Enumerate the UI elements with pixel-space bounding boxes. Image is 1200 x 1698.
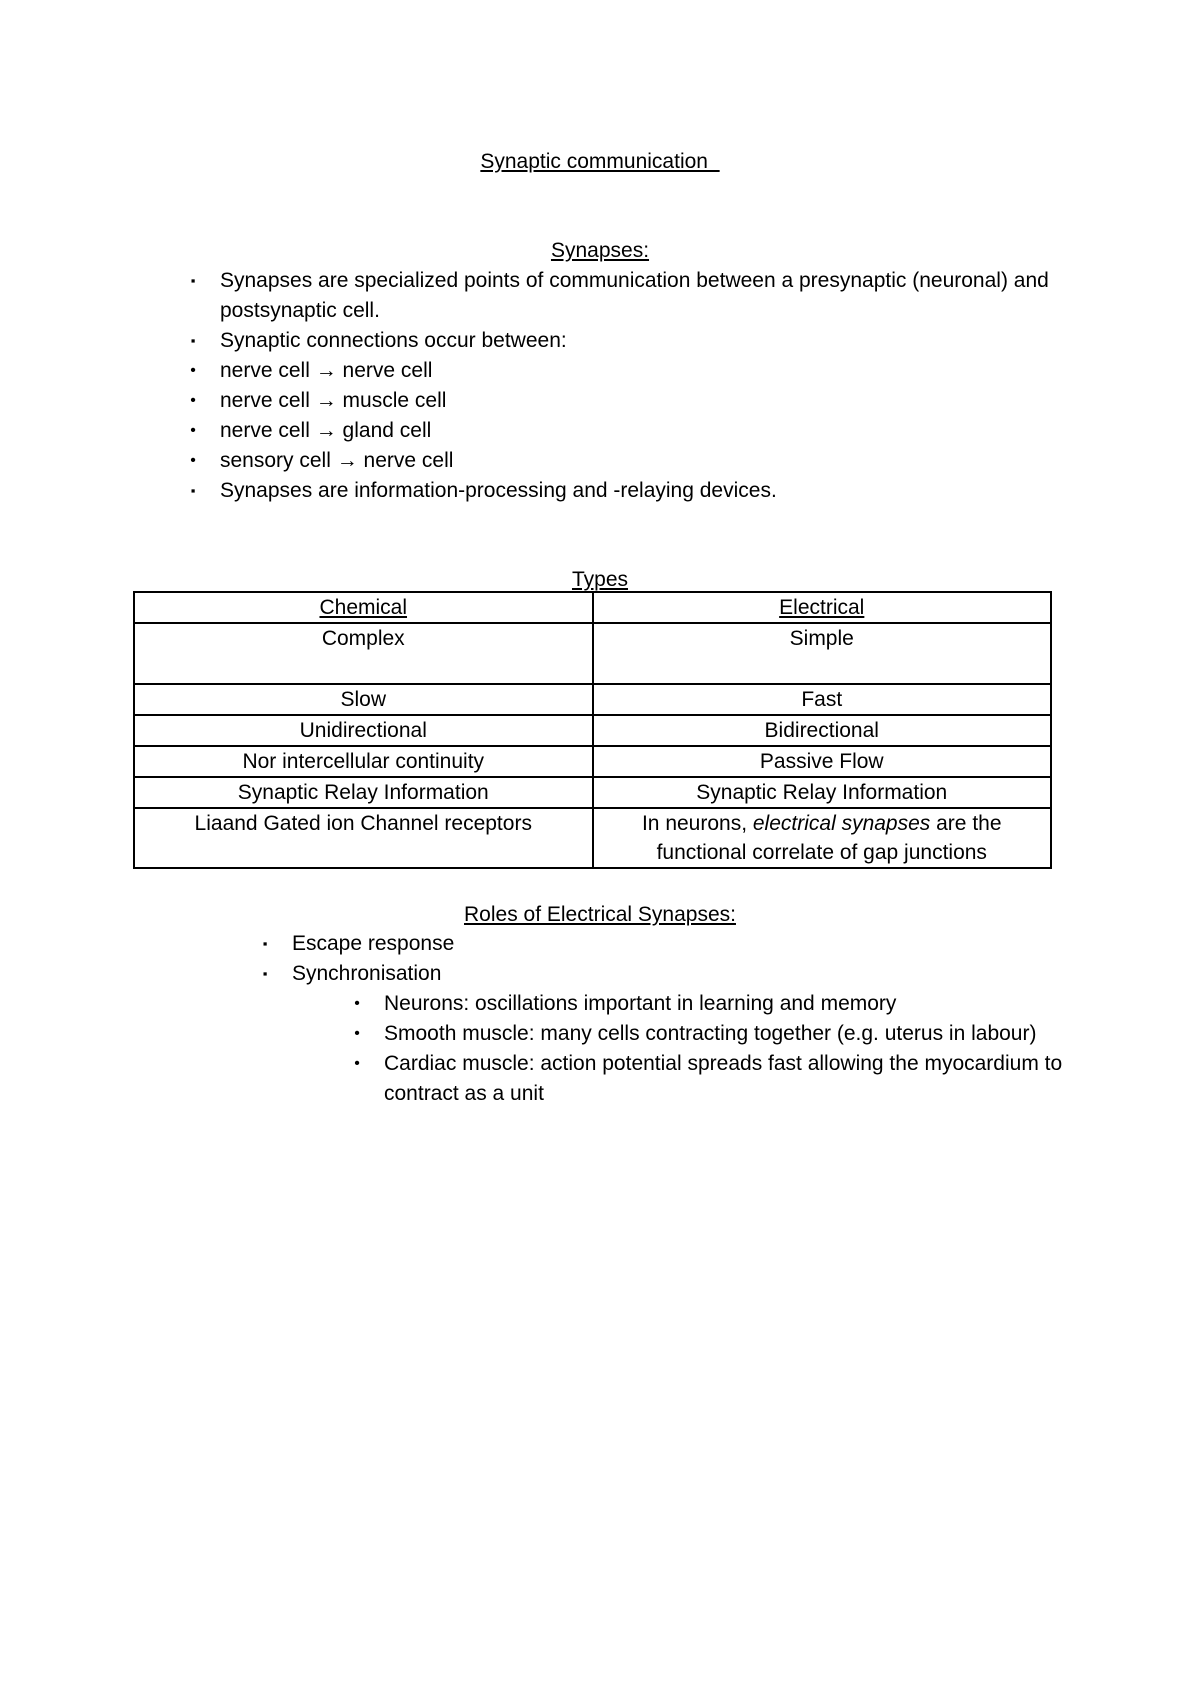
dot-bullet-icon: •: [354, 1055, 360, 1072]
table-row: [134, 623, 1051, 684]
list-item-text: Synapses are information-processing and -relaying devices.: [220, 479, 777, 502]
list-item: [183, 386, 1063, 416]
list-item-text: Neurons: oscillations important in learning and memory: [384, 992, 897, 1015]
list-item: [183, 356, 1063, 386]
cell-text-italic: electrical synapses: [752, 812, 931, 835]
table-row: [134, 684, 1051, 715]
dot-bullet-icon: •: [190, 362, 196, 379]
list-item-text: Escape response: [292, 932, 455, 955]
table-cell-electrical: Simple: [593, 623, 1052, 684]
list-item-text: nerve cell → muscle cell: [220, 389, 447, 412]
list-item: [183, 266, 1063, 326]
table-cell-chemical: Unidirectional: [134, 715, 593, 746]
list-item: [183, 416, 1063, 446]
square-bullet-icon: ▪: [262, 936, 268, 951]
dot-bullet-icon: •: [190, 452, 196, 469]
roles-heading: Roles of Electrical Synapses:: [464, 903, 736, 926]
list-item: [255, 929, 1075, 959]
table-cell-chemical: Complex: [134, 623, 593, 684]
table-cell-electrical: Synaptic Relay Information: [593, 777, 1052, 808]
list-item: [255, 959, 1075, 1109]
list-item-text: Synaptic connections occur between:: [220, 329, 567, 352]
table-cell-chemical: Synaptic Relay Information: [134, 777, 593, 808]
dot-bullet-icon: •: [190, 392, 196, 409]
table-cell-electrical: Fast: [593, 684, 1052, 715]
table-cell-chemical: Slow: [134, 684, 593, 715]
table-row: [134, 746, 1051, 777]
list-item-text: Synapses are specialized points of communication between a presynaptic (neuronal) and postsynaptic cell.: [220, 269, 1049, 322]
list-item: [183, 476, 1063, 506]
square-bullet-icon: ▪: [190, 273, 196, 288]
square-bullet-icon: ▪: [190, 333, 196, 348]
types-heading: Types: [571, 568, 629, 591]
table-cell-chemical: Nor intercellular continuity: [134, 746, 593, 777]
table-cell-electrical: Passive Flow: [593, 746, 1052, 777]
square-bullet-icon: ▪: [190, 483, 196, 498]
synchronisation-sublist: [347, 989, 1075, 1109]
list-item-text: nerve cell → nerve cell: [220, 359, 433, 382]
square-bullet-icon: ▪: [262, 966, 268, 981]
types-table: [133, 591, 1052, 869]
list-item-text: Smooth muscle: many cells contracting together (e.g. uterus in labour): [384, 1022, 1037, 1045]
cell-text-prefix: In neurons,: [641, 812, 753, 835]
list-item-text: Cardiac muscle: action potential spreads fast allowing the myocardium to contract as a unit: [384, 1052, 1063, 1105]
column-header-electrical: Electrical: [593, 592, 1052, 623]
dot-bullet-icon: •: [354, 1025, 360, 1042]
table-cell-electrical: Bidirectional: [593, 715, 1052, 746]
list-item-text: Synchronisation: [292, 962, 442, 985]
table-row: [134, 777, 1051, 808]
list-item: [347, 1049, 1075, 1109]
list-item: [347, 1019, 1075, 1049]
list-item-text: sensory cell → nerve cell: [220, 449, 454, 472]
column-header-chemical: Chemical: [134, 592, 593, 623]
dot-bullet-icon: •: [190, 422, 196, 439]
cell-text-suffix: are the functional correlate of gap junctions: [656, 812, 1002, 864]
table-cell-chemical: Liaand Gated ion Channel receptors: [134, 808, 593, 868]
list-item: [183, 446, 1063, 476]
document-title: Synaptic communication: [480, 150, 720, 173]
roles-list: [255, 929, 1075, 1109]
dot-bullet-icon: •: [354, 995, 360, 1012]
table-row: [134, 808, 1051, 868]
table-row: [134, 715, 1051, 746]
synapses-list: [183, 266, 1063, 506]
table-cell-electrical: [593, 808, 1052, 868]
list-item: [183, 326, 1063, 356]
list-item: [347, 989, 1075, 1019]
list-item-text: nerve cell → gland cell: [220, 419, 432, 442]
synapses-heading: Synapses:: [550, 239, 650, 262]
table-header-row: [134, 592, 1051, 623]
